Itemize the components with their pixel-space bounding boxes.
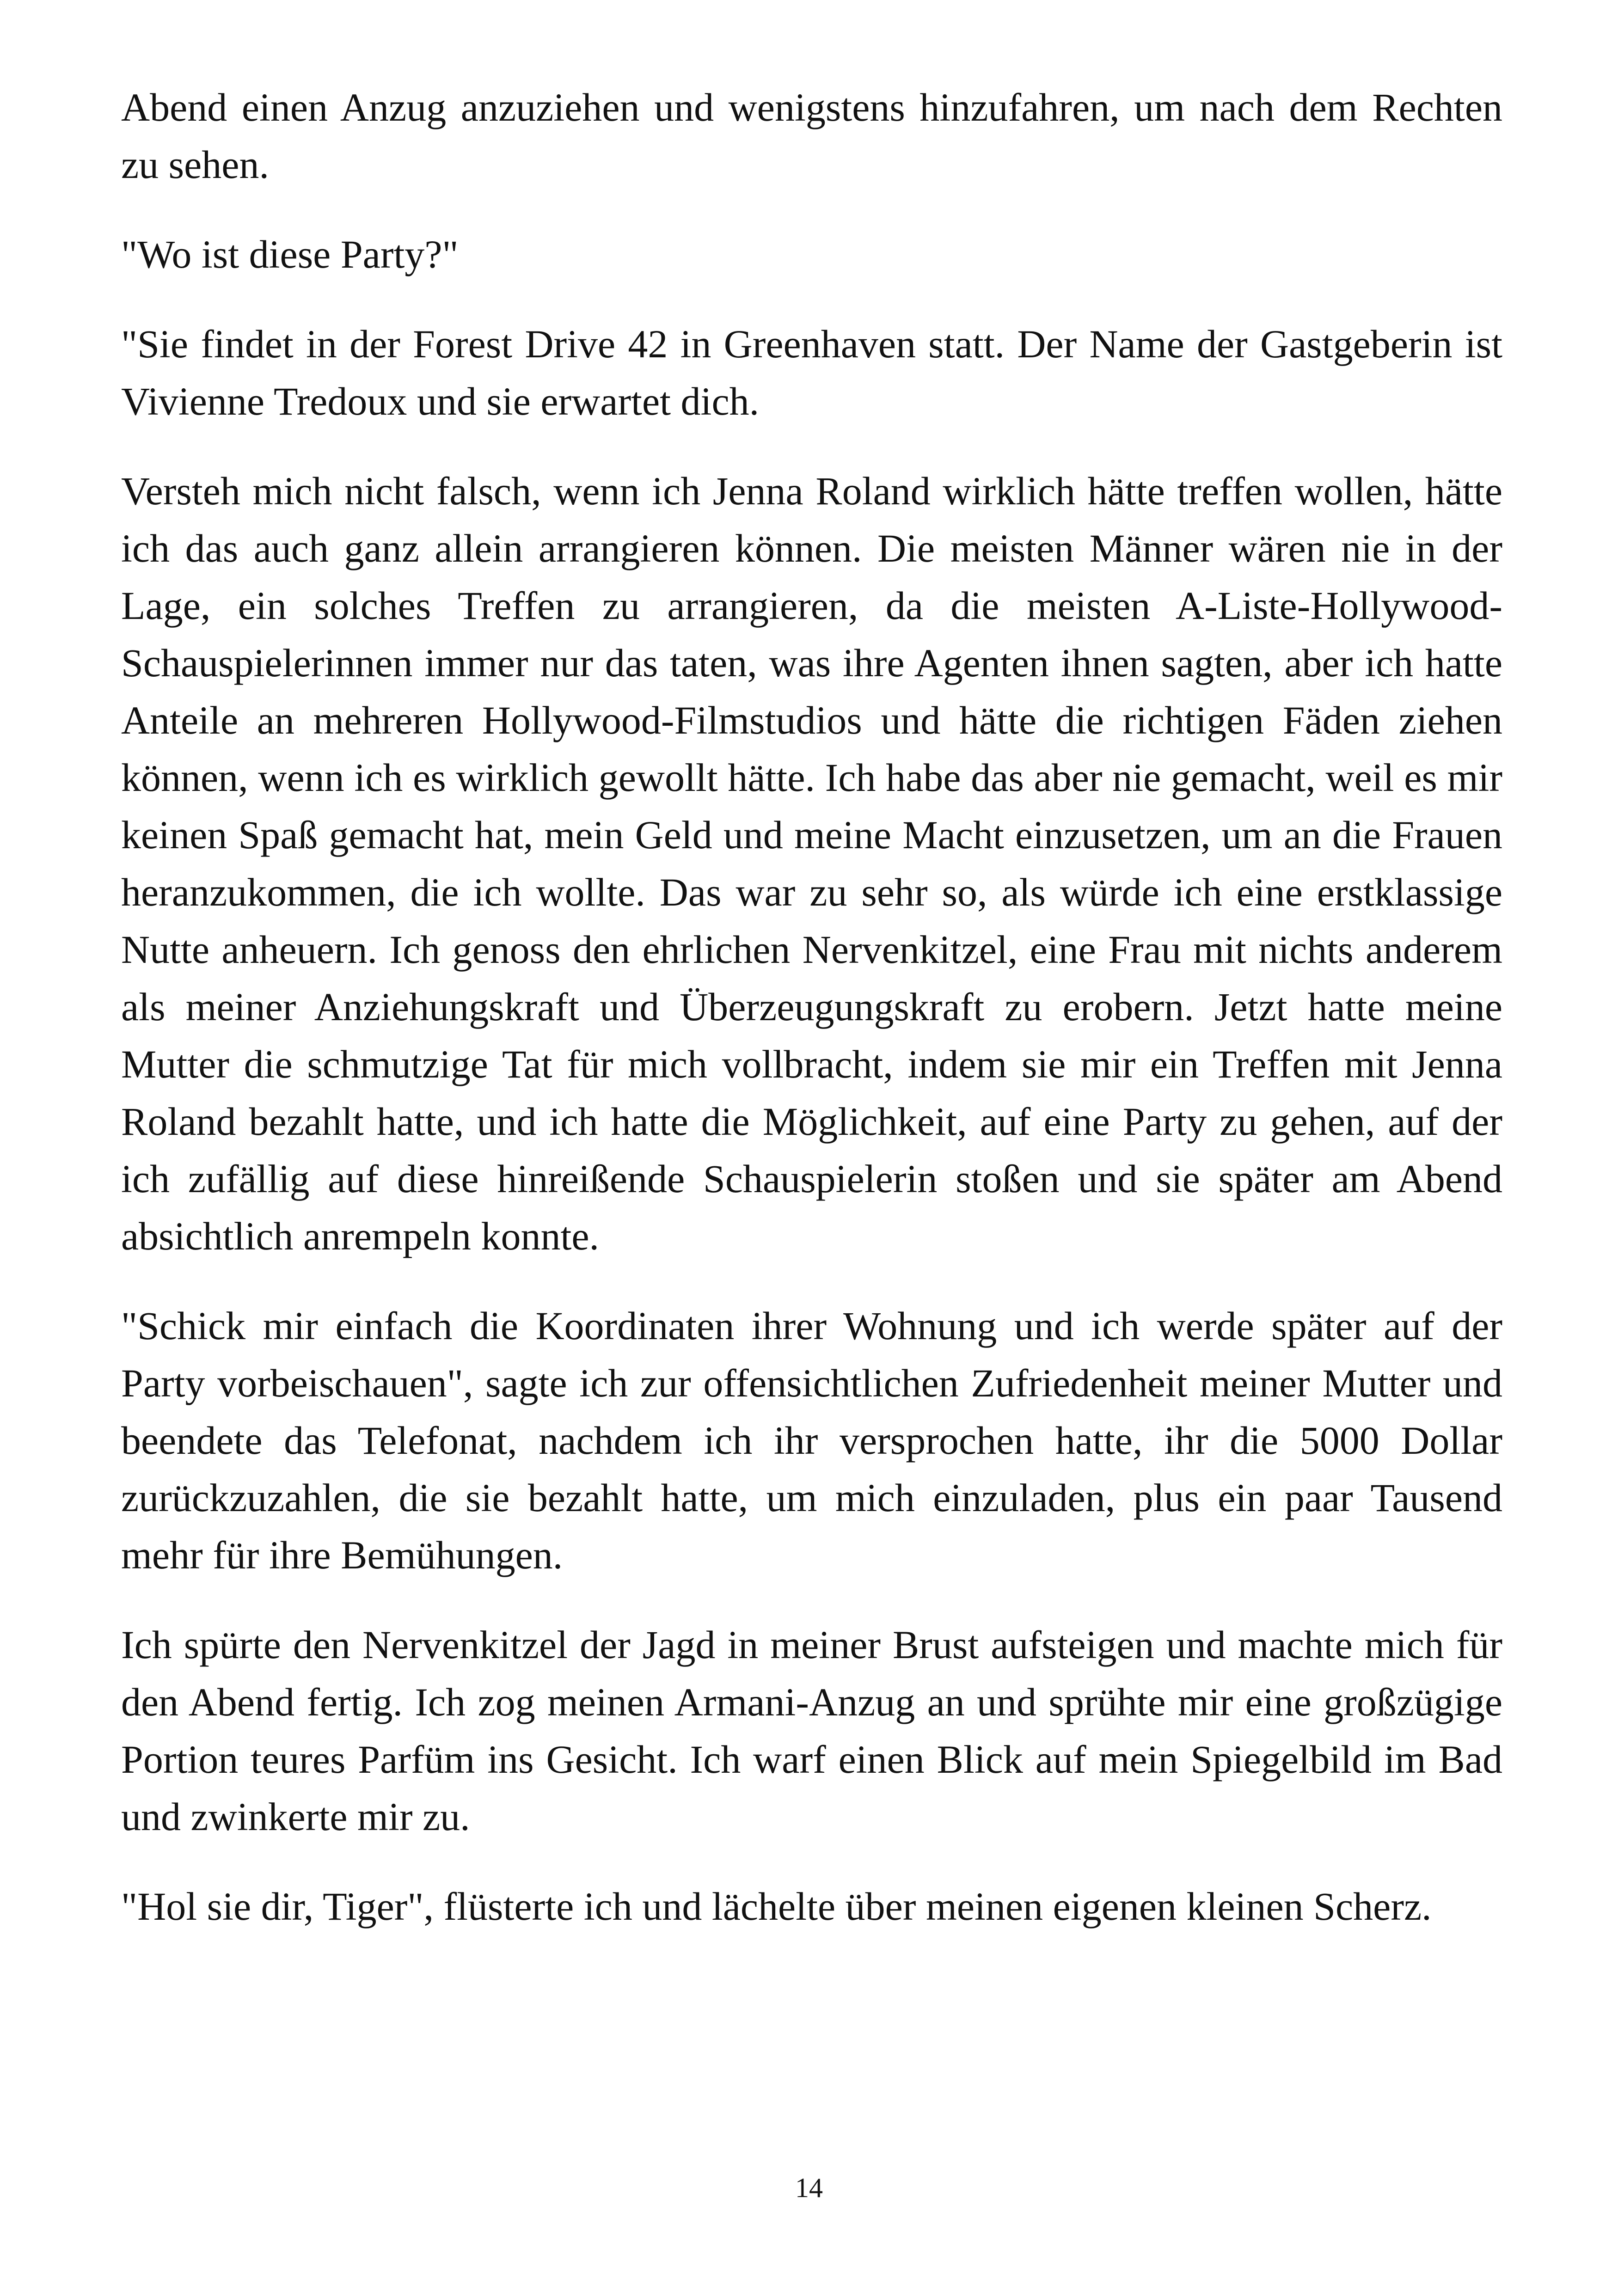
paragraph: Abend einen Anzug anzuziehen und wenigstens hinzufahren, um nach dem Rechten zu sehen.	[121, 85, 1502, 187]
page-body	[121, 79, 1502, 1967]
paragraph: "Hol sie dir, Tiger", flüsterte ich und lächelte über meinen eigenen kleinen Scherz.	[121, 1884, 1432, 1929]
paragraph: "Sie findet in der Forest Drive 42 in Greenhaven statt. Der Name der Gastgeberin ist Vivienne Tredoux und sie erwartet dich.	[121, 322, 1502, 423]
paragraph: "Wo ist diese Party?"	[121, 232, 459, 276]
paragraph: "Schick mir einfach die Koordinaten ihrer Wohnung und ich werde später auf der Party vorbeischauen", sagte ich zur offensichtlichen Zufriedenheit meiner Mutter und beendete das Telefonat, nachdem ich ihr versprochen hatte, ihr die 5000 Dollar zurückzuzahlen, die sie bezahlt hatte, um mich einzuladen, plus ein paar Tausend mehr für ihre Bemühungen.	[121, 1304, 1502, 1577]
paragraph: Ich spürte den Nervenkitzel der Jagd in meiner Brust aufsteigen und machte mich für den Abend fertig. Ich zog meinen Armani-Anzug an und sprühte mir eine großzügige Portion teures Parfüm ins Gesicht. Ich warf einen Blick auf mein Spiegelbild im Bad und zwinkerte mir zu.	[121, 1623, 1502, 1839]
page-number: 14	[795, 2173, 823, 2203]
paragraph: Versteh mich nicht falsch, wenn ich Jenna Roland wirklich hätte treffen wollen, hätte ich das auch ganz allein arrangieren können. Die meisten Männer wären nie in der Lage, ein solches Treffen zu arrangieren, da die meisten A-Liste-Hollywood-Schauspielerinnen immer nur das taten, was ihre Agenten ihnen sagten, aber ich hatte Anteile an mehreren Hollywood-Filmstudios und hätte die richtigen Fäden ziehen können, wenn ich es wirklich gewollt hätte. Ich habe das aber nie gemacht, weil es mir keinen Spaß gemacht hat, mein Geld und meine Macht einzusetzen, um an die Frauen heranzukommen, die ich wollte. Das war zu sehr so, als würde ich eine erstklassige Nutte anheuern. Ich genoss den ehrlichen Nervenkitzel, eine Frau mit nichts anderem als meiner Anziehungskraft und Überzeugungskraft zu erobern. Jetzt hatte meine Mutter die schmutzige Tat für mich vollbracht, indem sie mir ein Treffen mit Jenna Roland bezahlt hatte, und ich hatte die Möglichkeit, auf eine Party zu gehen, auf der ich zufällig auf diese hinreißende Schauspielerin stoßen und sie später am Abend absichtlich anrempeln konnte.	[121, 469, 1502, 1258]
